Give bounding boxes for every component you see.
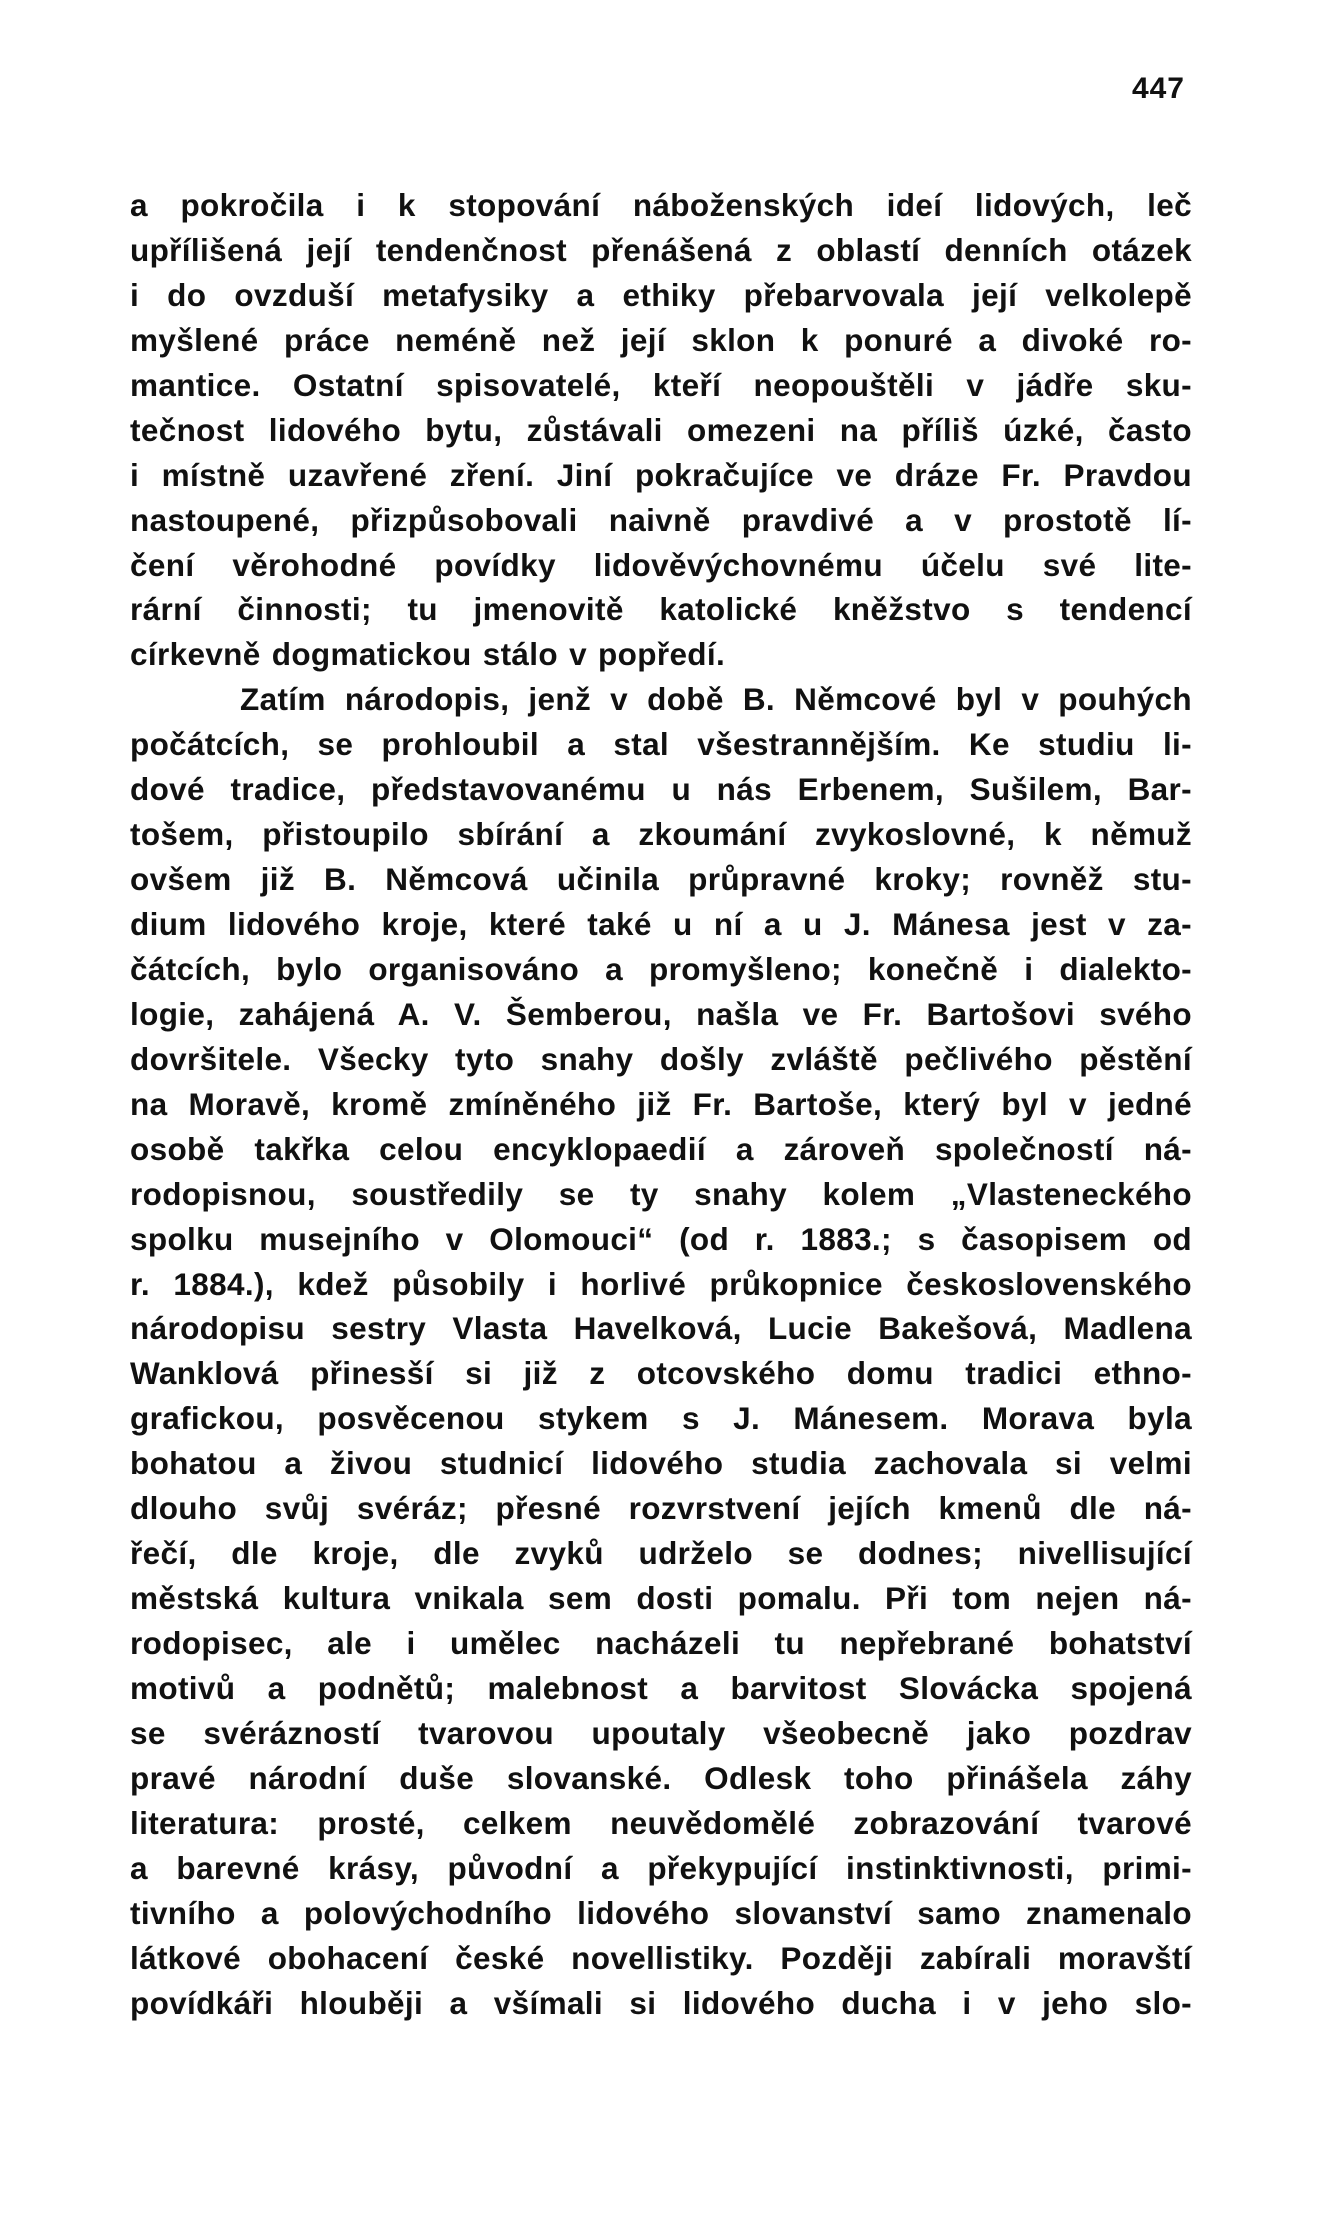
- body-text: [130, 183, 1192, 2025]
- text-line: osobě takřka celou encyklopaedií a zároveň společností ná-: [130, 1130, 1192, 1167]
- text-line: na Moravě, kromě zmíněného již Fr. Bartoše, který byl v jedné: [130, 1085, 1192, 1122]
- text-line: grafickou, posvěcenou stykem s J. Mánesem. Morava byla: [130, 1400, 1192, 1437]
- paragraph-2: [130, 677, 1192, 2025]
- text-line: i do ovzduší metafysiky a ethiky přebarvovala její velkolepě: [130, 276, 1192, 313]
- paragraph-1: [130, 183, 1192, 677]
- text-line: národopisu sestry Vlasta Havelková, Lucie Bakešová, Madlena: [130, 1310, 1192, 1347]
- text-line: upřílišená její tendenčnost přenášená z oblastí denních otázek: [130, 231, 1192, 268]
- text-line: bohatou a živou studnicí lidového studia zachovala si velmi: [130, 1445, 1192, 1482]
- text-line: ovšem již B. Němcová učinila průpravné kroky; rovněž stu-: [130, 861, 1192, 898]
- text-line: dlouho svůj svéráz; přesné rozvrstvení jejích kmenů dle ná-: [130, 1490, 1192, 1527]
- text-line: mantice. Ostatní spisovatelé, kteří neopouštěli v jádře sku-: [130, 366, 1192, 403]
- text-line: církevně dogmatickou stálo v popředí.: [130, 636, 726, 673]
- text-line: spolku musejního v Olomouci“ (od r. 1883.; s časopisem od: [130, 1220, 1192, 1257]
- text-line: povídkáři hlouběji a všímali si lidového ducha i v jeho slo-: [130, 1984, 1192, 2021]
- text-line: i místně uzavřené zření. Jiní pokračujíce ve dráze Fr. Pravdou: [130, 456, 1192, 493]
- text-line: Zatím národopis, jenž v době B. Němcové byl v pouhých: [240, 681, 1192, 718]
- text-line: nastoupené, přizpůsobovali naivně pravdivé a v prostotě lí-: [130, 501, 1192, 538]
- text-line: čení věrohodné povídky lidověvýchovnému účelu své lite-: [130, 546, 1192, 583]
- text-line: dovršitele. Všecky tyto snahy došly zvláště pečlivého pěstění: [130, 1040, 1192, 1077]
- text-line: Wanklová přinesší si již z otcovského domu tradici ethno-: [130, 1355, 1192, 1392]
- text-line: rodopisnou, soustředily se ty snahy kolem „Vlasteneckého: [130, 1175, 1192, 1212]
- text-line: městská kultura vnikala sem dosti pomalu. Při tom nejen ná-: [130, 1580, 1192, 1617]
- text-line: se svérázností tvarovou upoutaly všeobecně jako pozdrav: [130, 1714, 1192, 1751]
- text-line: a barevné krásy, původní a překypující instinktivnosti, primi-: [130, 1849, 1192, 1886]
- text-line: tečnost lidového bytu, zůstávali omezeni na příliš úzké, často: [130, 411, 1192, 448]
- text-line: pravé národní duše slovanské. Odlesk toho přinášela záhy: [130, 1759, 1192, 1796]
- text-line: látkové obohacení české novellistiky. Později zabírali moravští: [130, 1939, 1192, 1976]
- text-line: počátcích, se prohloubil a stal všestrannějším. Ke studiu li-: [130, 726, 1192, 763]
- text-line: řečí, dle kroje, dle zvyků udrželo se dodnes; nivellisující: [130, 1535, 1192, 1572]
- page-number: 447: [1131, 72, 1185, 105]
- text-line: a pokročila i k stopování náboženských ideí lidových, leč: [130, 187, 1192, 223]
- text-line: motivů a podnětů; malebnost a barvitost Slovácka spojená: [130, 1669, 1192, 1706]
- text-line: myšlené práce neméně než její sklon k ponuré a divoké ro-: [130, 321, 1192, 358]
- text-line: tivního a polovýchodního lidového slovanství samo znamenalo: [130, 1894, 1192, 1931]
- text-line: rární činnosti; tu jmenovitě katolické kněžstvo s tendencí: [130, 591, 1192, 628]
- text-line: dium lidového kroje, které také u ní a u J. Mánesa jest v za-: [130, 906, 1192, 942]
- text-line: logie, zahájená A. V. Šemberou, našla ve Fr. Bartošovi svého: [130, 995, 1192, 1032]
- text-line: dové tradice, představovanému u nás Erbenem, Sušilem, Bar-: [130, 771, 1192, 808]
- text-line: čátcích, bylo organisováno a promyšleno; konečně i dialekto-: [130, 950, 1192, 987]
- text-line: tošem, přistoupilo sbírání a zkoumání zvykoslovné, k němuž: [130, 816, 1192, 853]
- text-line: rodopisec, ale i umělec nacházeli tu nepřebrané bohatství: [130, 1625, 1192, 1661]
- text-line: literatura: prosté, celkem neuvědomělé zobrazování tvarové: [130, 1804, 1192, 1841]
- text-line: r. 1884.), kdež působily i horlivé průkopnice československého: [130, 1265, 1192, 1302]
